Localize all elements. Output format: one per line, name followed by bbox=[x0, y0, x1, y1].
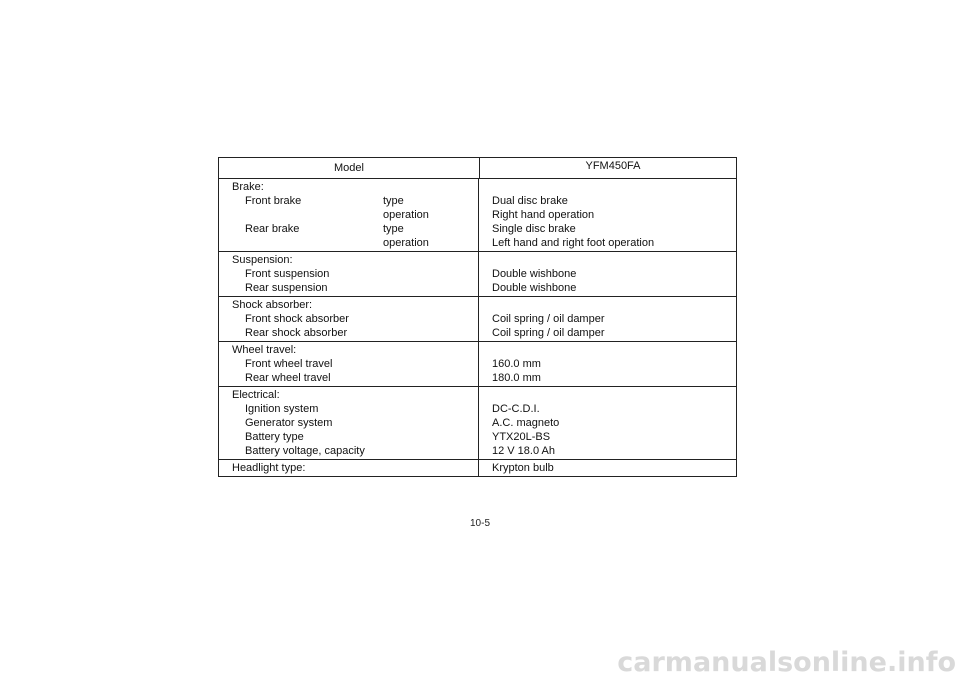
front-brake-type-label: type bbox=[383, 195, 404, 207]
battery-voltage-value: 12 V 18.0 Ah bbox=[492, 445, 555, 457]
rear-brake-operation-label: operation bbox=[383, 237, 429, 249]
ignition-system-value: DC-C.D.I. bbox=[492, 403, 540, 415]
table-header-row bbox=[219, 158, 736, 179]
rear-wheel-travel-value: 180.0 mm bbox=[492, 372, 541, 384]
specifications-table bbox=[218, 157, 737, 477]
front-shock-label: Front shock absorber bbox=[245, 313, 349, 325]
watermark-logo: carmanualsonline.info bbox=[617, 647, 956, 678]
wheel-travel-title: Wheel travel: bbox=[232, 344, 297, 356]
model-header: Model bbox=[219, 158, 480, 178]
battery-type-value: YTX20L-BS bbox=[492, 431, 551, 443]
front-brake-type-value: Dual disc brake bbox=[492, 195, 568, 207]
rear-brake-operation-value: Left hand and right foot operation bbox=[492, 237, 655, 249]
front-wheel-travel-value: 160.0 mm bbox=[492, 358, 541, 370]
battery-voltage-label: Battery voltage, capacity bbox=[245, 445, 365, 457]
rear-brake-label: Rear brake bbox=[245, 223, 300, 235]
front-wheel-travel-label: Front wheel travel bbox=[245, 358, 333, 370]
brake-title: Brake: bbox=[232, 181, 264, 193]
rear-brake-type-label: type bbox=[383, 223, 404, 235]
battery-type-label: Battery type bbox=[245, 431, 304, 443]
suspension-section bbox=[219, 252, 736, 297]
front-suspension-label: Front suspension bbox=[245, 268, 330, 280]
front-brake-label: Front brake bbox=[245, 195, 302, 207]
generator-system-value: A.C. magneto bbox=[492, 417, 560, 429]
headlight-section bbox=[219, 460, 736, 476]
front-suspension-value: Double wishbone bbox=[492, 268, 577, 280]
shock-absorber-title: Shock absorber: bbox=[232, 299, 313, 311]
front-brake-operation-label: operation bbox=[383, 209, 429, 221]
electrical-section bbox=[219, 387, 736, 460]
rear-brake-type-value: Single disc brake bbox=[492, 223, 576, 235]
brake-section bbox=[219, 179, 736, 252]
shock-absorber-section bbox=[219, 297, 736, 342]
page-number: 10-5 bbox=[469, 518, 490, 529]
front-brake-operation-value: Right hand operation bbox=[492, 209, 595, 221]
suspension-title: Suspension: bbox=[232, 254, 293, 266]
rear-suspension-value: Double wishbone bbox=[492, 282, 577, 294]
ignition-system-label: Ignition system bbox=[245, 403, 319, 415]
model-value-header: YFM450FA bbox=[585, 160, 641, 172]
rear-shock-label: Rear shock absorber bbox=[245, 327, 348, 339]
headlight-value: Krypton bulb bbox=[492, 462, 554, 474]
generator-system-label: Generator system bbox=[245, 417, 333, 429]
rear-shock-value: Coil spring / oil damper bbox=[492, 327, 605, 339]
headlight-label: Headlight type: bbox=[232, 462, 306, 474]
wheel-travel-section bbox=[219, 342, 736, 387]
rear-suspension-label: Rear suspension bbox=[245, 282, 328, 294]
rear-wheel-travel-label: Rear wheel travel bbox=[245, 372, 331, 384]
electrical-title: Electrical: bbox=[232, 389, 280, 401]
front-shock-value: Coil spring / oil damper bbox=[492, 313, 605, 325]
